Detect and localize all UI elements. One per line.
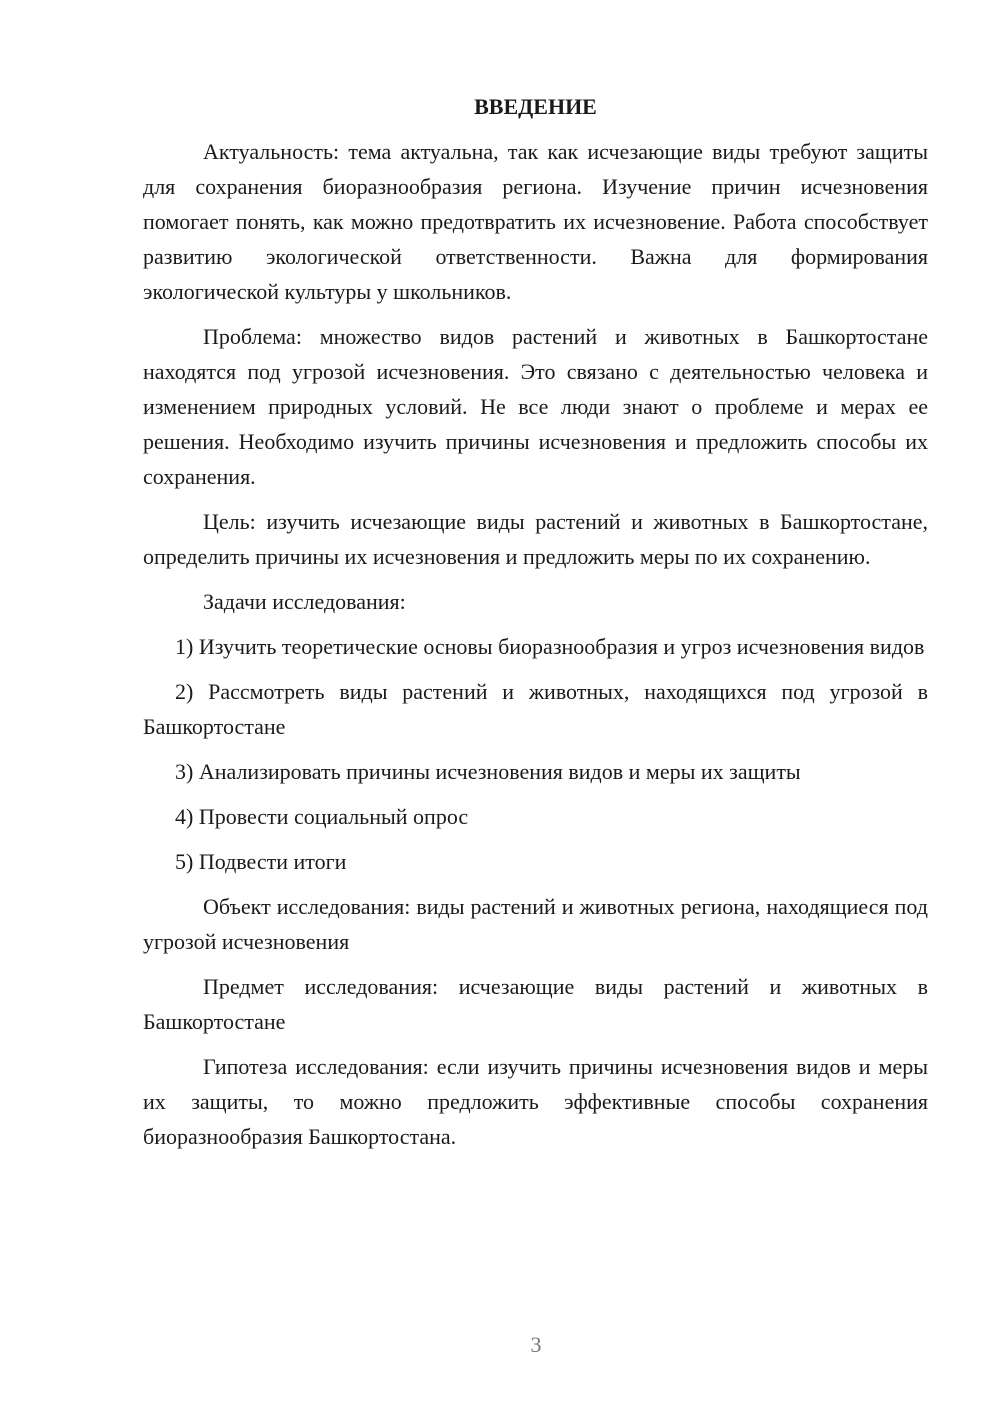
task-item-3: 3) Анализировать причины исчезновения видов и меры их защиты xyxy=(175,759,801,784)
paragraph-goal: Цель: изучить исчезающие виды растений и животных в Башкортостане, определить причины их исчезновения и предложить меры по их сохранению. xyxy=(143,509,928,569)
paragraph-relevance: Актуальность: тема актуальна, так как исчезающие виды требуют защиты для сохранения биоразнообразия региона. Изучение причин исчезновения помогает понять, как можно предотвратить их исчезновение. Работа способствует развитию экологической ответственности. Важна для формирования экологической культуры у школьников. xyxy=(143,139,928,304)
task-item-4: 4) Провести социальный опрос xyxy=(175,804,469,829)
paragraph-problem: Проблема: множество видов растений и животных в Башкортостане находятся под угрозой исчезновения. Это связано с деятельностью человека и изменением природных условий. Не все люди знают о проблеме и мерах ее решения. Необходимо изучить причины исчезновения и предложить способы их сохранения. xyxy=(143,324,928,489)
document-page xyxy=(143,92,928,1164)
page-number: 3 xyxy=(530,1332,542,1357)
task-item-1: 1) Изучить теоретические основы биоразнообразия и угроз исчезновения видов xyxy=(175,634,925,659)
tasks-list xyxy=(143,629,928,879)
paragraph-hypothesis: Гипотеза исследования: если изучить причины исчезновения видов и меры их защиты, то можно предложить эффективные способы сохранения биоразнообразия Башкортостана. xyxy=(143,1054,928,1149)
paragraph-subject: Предмет исследования: исчезающие виды растений и животных в Башкортостане xyxy=(143,974,928,1034)
paragraph-tasks-intro: Задачи исследования: xyxy=(203,589,406,614)
task-item-5: 5) Подвести итоги xyxy=(175,849,347,874)
paragraph-object: Объект исследования: виды растений и животных региона, находящиеся под угрозой исчезновения xyxy=(143,894,928,954)
page-title: ВВЕДЕНИЕ xyxy=(474,94,597,119)
task-item-2: 2) Рассмотреть виды растений и животных, находящихся под угрозой в Башкортостане xyxy=(143,679,928,739)
